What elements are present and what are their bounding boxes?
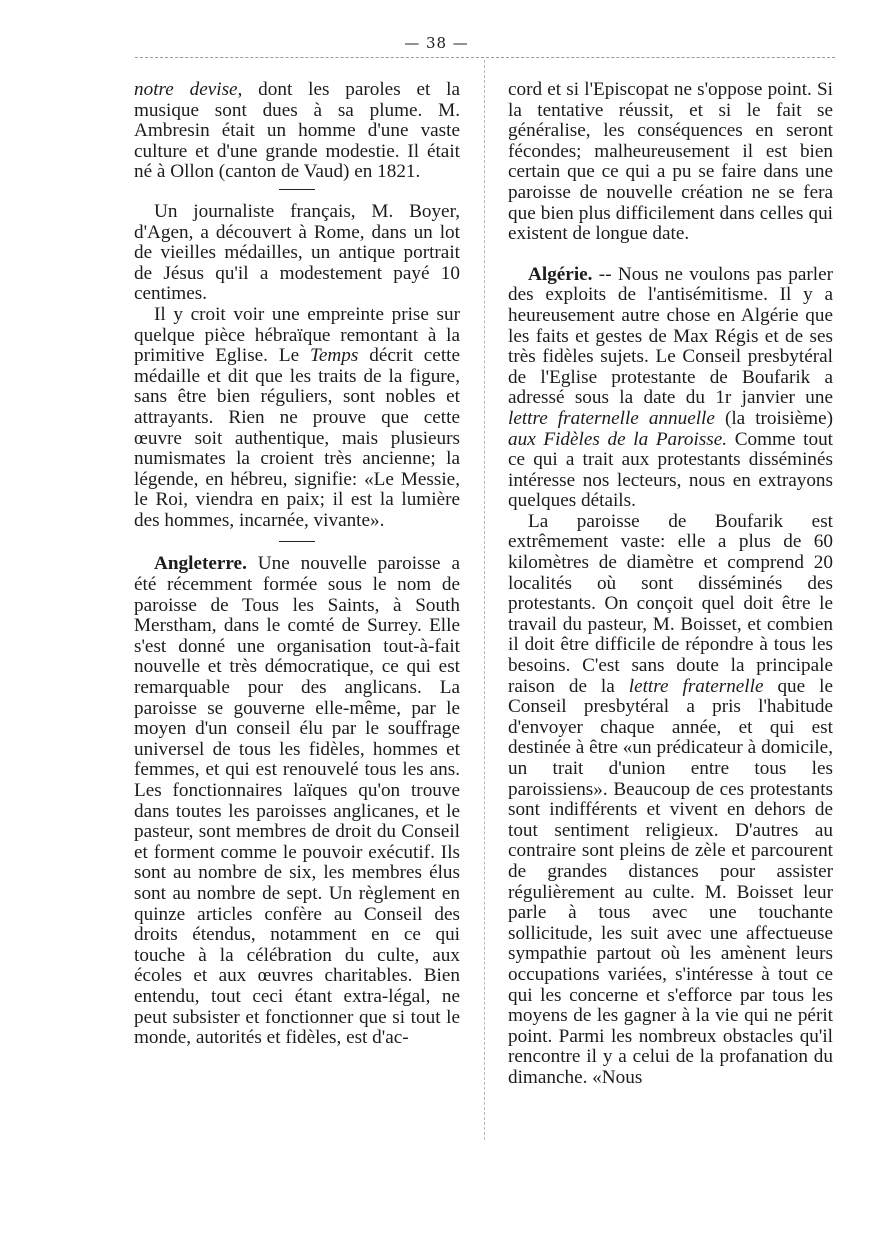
left-column	[134, 80, 460, 1049]
paragraph-text: que le Conseil presbytéral a pris l'habitude d'envoyer chaque année, et qui est destinée à être «un prédicateur à domicile, un trait d'union entre tous les paroissiens». Beaucoup de ces protestants sont indifférents et vivent en dehors de tout sentiment religieux. D'autres au contraire sont pleins de zèle et parcourent de grandes distances pour assister régulièrement au culte. M. Boisset leur parle à tous avec une touchante sollicitude, les suit avec une affectueuse sympathie partout où les amènent leurs occupations variées, s'intéresse à tout ce qui les concerne et s'efforce par tous les moyens de les gagner à la vie qui ne périt point. Parmi les nombreux obstacles qu'il rencontre il y a celui de la profanation du dimanche. «Nous	[508, 675, 833, 1088]
italic-phrase: lettre fraternelle	[628, 675, 764, 697]
paragraph-text: décrit cette médaille et dit que les traits de la figure, sans être bien réguliers, sont nobles et attrayants. Rien ne prouve que cette œuvre soit authentique, mais plusieurs numismates la croient très ancienne; la légende, en hébreu, signifie: «Le Messie, le Roi, viendra en paix; il est la lumière des hommes, incarnée, vivante».	[134, 345, 461, 531]
section-separator	[279, 189, 315, 190]
italic-phrase: aux Fidèles de la Paroisse.	[508, 428, 728, 450]
section-separator	[279, 541, 315, 542]
paragraph-text: dont les paroles et la musique sont dues à sa plume. M. Ambresin était un homme d'une vaste culture et d'une grande modestie. Il était né à Ollon (canton de Vaud) en 1821.	[134, 79, 461, 183]
section-heading-algerie: Algérie.	[528, 263, 593, 285]
paragraph-algerie	[508, 265, 833, 512]
paragraph-text: Une nouvelle paroisse a été récemment formée sous le nom de paroisse de Tous les Saints, à South Merstham, dans le comté de Surrey. Elle s'est donné une organisation tout-à-fait nouvelle et très démocratique, ce qui est remarquable pour des anglicans. La paroisse se gouverne elle-même, par le moyen d'un conseil élu par le souffrage universel de tous les fidèles, hommes et femmes, et qui est renouvelé tous les ans. Les fonctionnaires laïques qu'on trouve dans toutes les paroisses anglicanes, et le pasteur, sont membres de droit du Conseil et forment comme le pouvoir exécutif. Ils sont au nombre de six, les membres élus sont au nombre de sept. Un règlement en quinze articles confère au Conseil des droits étendus, notamment en ce qui touche à la célébration du culte, aux écoles et aux œuvres charitables. Bien entendu, tout ceci étant extra-légal, ne peut subsister et fonctionner que si tout le monde, autorités et fidèles, est d'ac-	[134, 553, 460, 1049]
paragraph-ambresin	[134, 80, 460, 183]
paragraph-text: -- Nous ne voulons pas parler des exploits de l'antisémitisme. Il y a heureusement autre chose en Algérie que les faits et gestes de Max Régis et de ses très fidèles sujets. Le Conseil presbytéral de l'Eglise protestante de Boufarik a adressé sous la date du 1r janvier une	[508, 263, 833, 409]
paragraph-angleterre	[134, 554, 460, 1048]
section-heading-angleterre: Angleterre.	[154, 553, 247, 575]
paragraph-text: La paroisse de Boufarik est extrêmement vaste: elle a plus de 60 kilomètres de diamètre et comprend 20 localités où sont disséminés des protestants. On conçoit quel doit être le travail du pasteur, M. Boisset, et combien il doit être difficile de répondre à tous les besoins. C'est sans doute la principale raison de la	[508, 510, 833, 697]
paragraph-boufarik	[508, 512, 833, 1089]
paragraph-text: (la troisième)	[714, 407, 833, 429]
paragraph-boyer: Un journaliste français, M. Boyer, d'Agen, a découvert à Rome, dans un lot de vieilles médailles, un antique portrait de Jésus qu'il a modestement payé 10 centimes.	[134, 200, 460, 305]
right-column	[508, 80, 833, 1089]
paragraph-text: Il y croit voir une empreinte prise sur quelque pièce hébraïque remontant à la primitive Eglise. Le	[134, 303, 460, 367]
page-number: — 38 —	[404, 34, 469, 52]
italic-phrase: Temps	[310, 345, 359, 367]
column-divider	[484, 60, 485, 1140]
paragraph-gap	[508, 245, 833, 265]
paragraph-text: Comme tout ce qui a trait aux protestants disséminés intéresse nos lecteurs, nous en extrayons quelques détails.	[508, 428, 833, 512]
italic-phrase: notre devise,	[134, 79, 243, 100]
italic-phrase: lettre fraternelle annuelle	[508, 407, 715, 429]
paragraph-medaille	[134, 305, 460, 532]
header-rule	[135, 57, 835, 58]
paragraph-episcopat: cord et si l'Episcopat ne s'oppose point. Si la tentative réussit, et si le fait se généralise, les conséquences en seront fécondes; malheureusement il est bien certain que ce qui a pu se faire dans une paroisse de nouvelle création ne se fera que bien plus difficilement dans celles qui existent de longue date.	[508, 79, 833, 245]
